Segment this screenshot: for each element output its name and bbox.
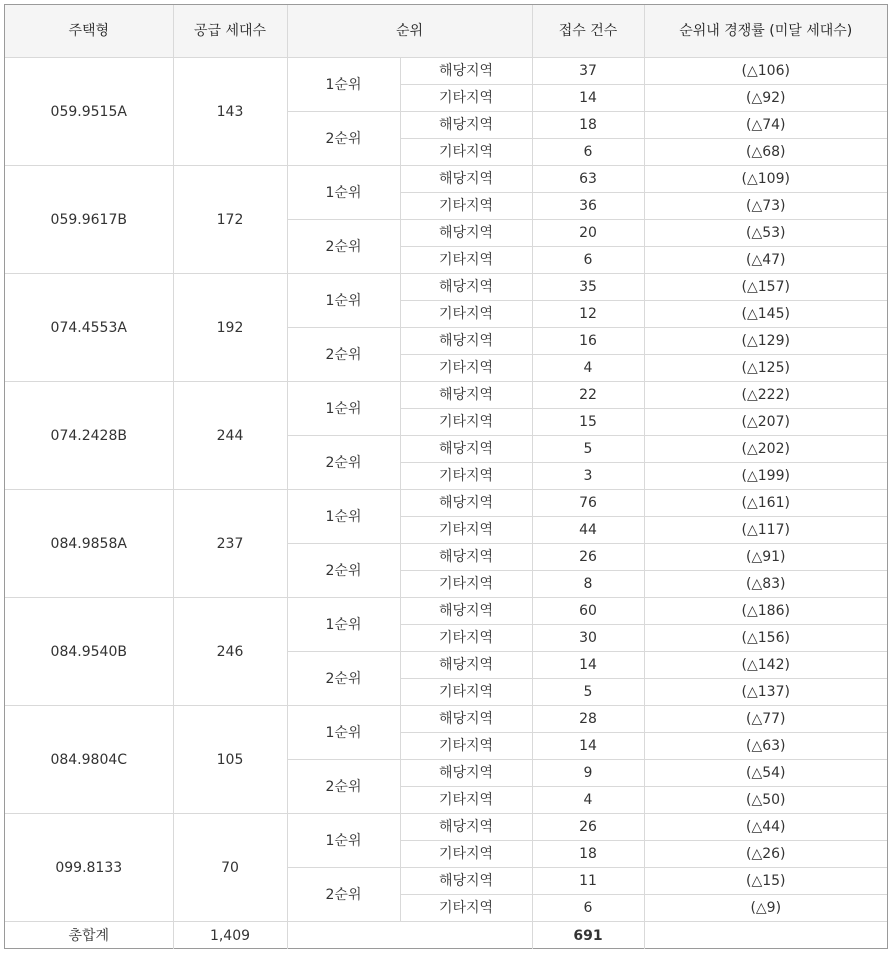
competition-ratio-cell: (△125) — [644, 355, 887, 382]
total-supply: 1,409 — [173, 922, 287, 950]
application-count-cell: 35 — [532, 274, 644, 301]
region-cell: 해당지역 — [400, 328, 532, 355]
rank-cell: 2순위 — [287, 760, 400, 814]
competition-ratio-cell: (△156) — [644, 625, 887, 652]
supply-count-cell: 237 — [173, 490, 287, 598]
region-cell: 기타지역 — [400, 625, 532, 652]
region-cell: 해당지역 — [400, 274, 532, 301]
application-count-cell: 8 — [532, 571, 644, 598]
application-count-cell: 37 — [532, 58, 644, 85]
region-cell: 해당지역 — [400, 112, 532, 139]
region-cell: 해당지역 — [400, 868, 532, 895]
total-competition-empty — [644, 922, 887, 950]
competition-ratio-cell: (△63) — [644, 733, 887, 760]
region-cell: 기타지역 — [400, 517, 532, 544]
competition-ratio-cell: (△199) — [644, 463, 887, 490]
total-rank-empty — [287, 922, 532, 950]
housing-type-cell: 059.9515A — [5, 58, 173, 166]
table-row — [5, 490, 887, 517]
table-row — [5, 382, 887, 409]
rank-cell: 1순위 — [287, 382, 400, 436]
region-cell: 해당지역 — [400, 220, 532, 247]
application-count-cell: 18 — [532, 841, 644, 868]
application-count-cell: 14 — [532, 85, 644, 112]
competition-ratio-cell: (△109) — [644, 166, 887, 193]
rank-cell: 1순위 — [287, 814, 400, 868]
region-cell: 기타지역 — [400, 679, 532, 706]
competition-ratio-cell: (△83) — [644, 571, 887, 598]
competition-ratio-cell: (△44) — [644, 814, 887, 841]
region-cell: 해당지역 — [400, 436, 532, 463]
header-supply: 공급 세대수 — [173, 5, 287, 58]
rank-cell: 1순위 — [287, 490, 400, 544]
rank-cell: 2순위 — [287, 436, 400, 490]
housing-type-cell: 084.9540B — [5, 598, 173, 706]
table-row — [5, 166, 887, 193]
region-cell: 기타지역 — [400, 463, 532, 490]
region-cell: 해당지역 — [400, 598, 532, 625]
competition-ratio-cell: (△15) — [644, 868, 887, 895]
competition-ratio-cell: (△68) — [644, 139, 887, 166]
total-applications: 691 — [532, 922, 644, 950]
application-count-cell: 5 — [532, 436, 644, 463]
supply-count-cell: 172 — [173, 166, 287, 274]
application-count-cell: 76 — [532, 490, 644, 517]
application-count-cell: 6 — [532, 247, 644, 274]
region-cell: 해당지역 — [400, 58, 532, 85]
region-cell: 기타지역 — [400, 841, 532, 868]
application-count-cell: 26 — [532, 544, 644, 571]
application-count-cell: 4 — [532, 355, 644, 382]
housing-type-cell: 074.4553A — [5, 274, 173, 382]
header-rank: 순위 — [287, 5, 532, 58]
region-cell: 해당지역 — [400, 544, 532, 571]
table-row — [5, 274, 887, 301]
housing-type-cell: 084.9804C — [5, 706, 173, 814]
competition-ratio-cell: (△9) — [644, 895, 887, 922]
application-count-cell: 15 — [532, 409, 644, 436]
competition-ratio-cell: (△186) — [644, 598, 887, 625]
region-cell: 기타지역 — [400, 193, 532, 220]
application-count-cell: 4 — [532, 787, 644, 814]
region-cell: 해당지역 — [400, 706, 532, 733]
application-count-cell: 60 — [532, 598, 644, 625]
application-count-cell: 6 — [532, 895, 644, 922]
region-cell: 기타지역 — [400, 247, 532, 274]
region-cell: 해당지역 — [400, 382, 532, 409]
header-competition: 순위내 경쟁률 (미달 세대수) — [644, 5, 887, 58]
results-table-frame — [4, 4, 888, 949]
competition-ratio-cell: (△92) — [644, 85, 887, 112]
rank-cell: 2순위 — [287, 544, 400, 598]
application-count-cell: 28 — [532, 706, 644, 733]
supply-count-cell: 70 — [173, 814, 287, 922]
competition-ratio-cell: (△142) — [644, 652, 887, 679]
competition-ratio-cell: (△91) — [644, 544, 887, 571]
competition-ratio-cell: (△54) — [644, 760, 887, 787]
table-body — [5, 58, 887, 950]
competition-ratio-cell: (△26) — [644, 841, 887, 868]
application-count-cell: 16 — [532, 328, 644, 355]
application-count-cell: 14 — [532, 733, 644, 760]
application-count-cell: 3 — [532, 463, 644, 490]
rank-cell: 1순위 — [287, 598, 400, 652]
header-row — [5, 5, 887, 58]
rank-cell: 1순위 — [287, 166, 400, 220]
competition-ratio-cell: (△73) — [644, 193, 887, 220]
subscription-results-table — [5, 5, 887, 949]
competition-ratio-cell: (△47) — [644, 247, 887, 274]
application-count-cell: 18 — [532, 112, 644, 139]
application-count-cell: 14 — [532, 652, 644, 679]
application-count-cell: 20 — [532, 220, 644, 247]
competition-ratio-cell: (△129) — [644, 328, 887, 355]
housing-type-cell: 084.9858A — [5, 490, 173, 598]
table-row — [5, 814, 887, 841]
region-cell: 해당지역 — [400, 652, 532, 679]
table-row — [5, 598, 887, 625]
application-count-cell: 30 — [532, 625, 644, 652]
application-count-cell: 5 — [532, 679, 644, 706]
region-cell: 해당지역 — [400, 814, 532, 841]
housing-type-cell: 099.8133 — [5, 814, 173, 922]
table-row — [5, 58, 887, 85]
region-cell: 기타지역 — [400, 787, 532, 814]
region-cell: 기타지역 — [400, 409, 532, 436]
header-applications: 접수 건수 — [532, 5, 644, 58]
region-cell: 기타지역 — [400, 139, 532, 166]
region-cell: 해당지역 — [400, 490, 532, 517]
rank-cell: 1순위 — [287, 58, 400, 112]
region-cell: 기타지역 — [400, 85, 532, 112]
application-count-cell: 63 — [532, 166, 644, 193]
competition-ratio-cell: (△53) — [644, 220, 887, 247]
rank-cell: 1순위 — [287, 706, 400, 760]
total-row — [5, 922, 887, 950]
total-label: 총합계 — [5, 922, 173, 950]
competition-ratio-cell: (△74) — [644, 112, 887, 139]
application-count-cell: 44 — [532, 517, 644, 544]
region-cell: 기타지역 — [400, 571, 532, 598]
header-type: 주택형 — [5, 5, 173, 58]
application-count-cell: 36 — [532, 193, 644, 220]
competition-ratio-cell: (△137) — [644, 679, 887, 706]
supply-count-cell: 246 — [173, 598, 287, 706]
application-count-cell: 26 — [532, 814, 644, 841]
region-cell: 기타지역 — [400, 895, 532, 922]
rank-cell: 1순위 — [287, 274, 400, 328]
application-count-cell: 11 — [532, 868, 644, 895]
supply-count-cell: 105 — [173, 706, 287, 814]
competition-ratio-cell: (△207) — [644, 409, 887, 436]
rank-cell: 2순위 — [287, 112, 400, 166]
competition-ratio-cell: (△222) — [644, 382, 887, 409]
rank-cell: 2순위 — [287, 220, 400, 274]
region-cell: 기타지역 — [400, 733, 532, 760]
application-count-cell: 9 — [532, 760, 644, 787]
competition-ratio-cell: (△145) — [644, 301, 887, 328]
rank-cell: 2순위 — [287, 868, 400, 922]
region-cell: 기타지역 — [400, 301, 532, 328]
rank-cell: 2순위 — [287, 652, 400, 706]
competition-ratio-cell: (△157) — [644, 274, 887, 301]
competition-ratio-cell: (△117) — [644, 517, 887, 544]
competition-ratio-cell: (△161) — [644, 490, 887, 517]
housing-type-cell: 059.9617B — [5, 166, 173, 274]
table-row — [5, 706, 887, 733]
supply-count-cell: 192 — [173, 274, 287, 382]
competition-ratio-cell: (△106) — [644, 58, 887, 85]
supply-count-cell: 143 — [173, 58, 287, 166]
competition-ratio-cell: (△77) — [644, 706, 887, 733]
region-cell: 해당지역 — [400, 166, 532, 193]
rank-cell: 2순위 — [287, 328, 400, 382]
application-count-cell: 6 — [532, 139, 644, 166]
region-cell: 해당지역 — [400, 760, 532, 787]
competition-ratio-cell: (△50) — [644, 787, 887, 814]
application-count-cell: 22 — [532, 382, 644, 409]
competition-ratio-cell: (△202) — [644, 436, 887, 463]
supply-count-cell: 244 — [173, 382, 287, 490]
application-count-cell: 12 — [532, 301, 644, 328]
region-cell: 기타지역 — [400, 355, 532, 382]
housing-type-cell: 074.2428B — [5, 382, 173, 490]
